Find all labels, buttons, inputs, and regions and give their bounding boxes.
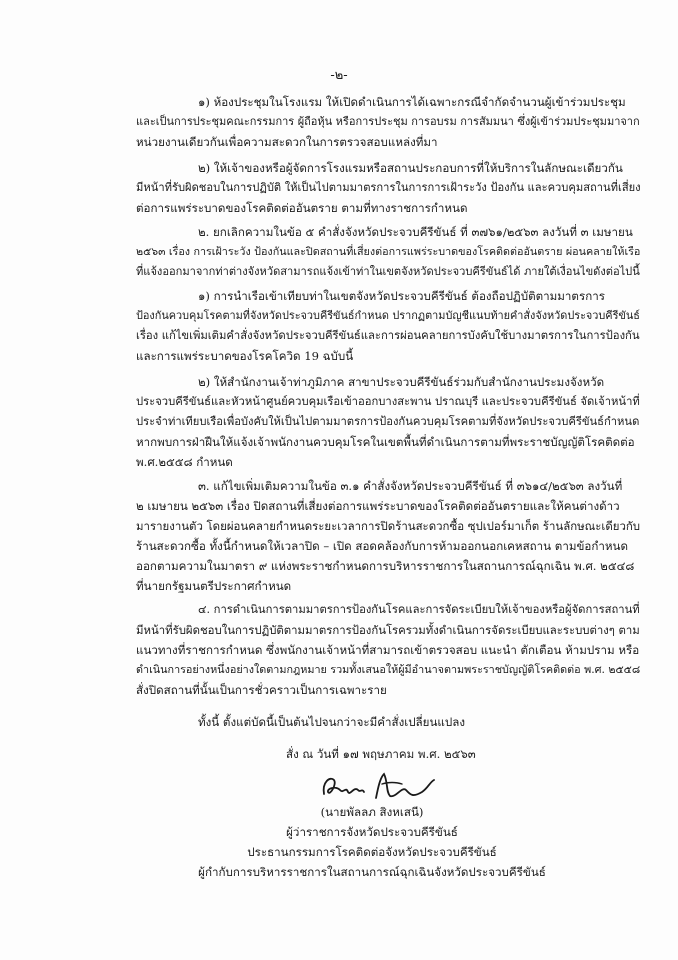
order-date: สั่ง ณ วันที่ ๑๗ พฤษภาคม พ.ศ. ๒๕๖๓ (286, 747, 476, 761)
paragraph-1-line-3: หน่วยงานเดียวกันเพื่อความสะดวกในการตรวจสอบแหล่งที่มา (136, 135, 438, 149)
paragraph-4-line-2: ป้องกันควบคุมโรคตามที่จังหวัดประจวบคีรีขันธ์กำหนด ปรากฏตามบัญชีแนบท้ายคำสั่งจังหวัดประจวบคีรีขันธ์ (136, 309, 640, 322)
paragraph-3-line-1: ๒. ยกเลิกความในข้อ ๕ คำสั่งจังหวัดประจวบคีรีขันธ์ ที่ ๓๗๖๑/๒๕๖๓ ลงวันที่ ๓ เมษายน (198, 225, 633, 239)
page-number: -๒- (330, 68, 348, 83)
paragraph-6-line-4: ร้านสะดวกซื้อ ทั้งนี้กำหนดให้เวลาปิด – เปิด สอดคล้องกับการห้ามออกนอกเคหสถาน ตามข้อกำหนด (136, 539, 628, 553)
paragraph-6-line-5: ออกตามความในมาตรา ๙ แห่งพระราชกำหนดการบริหารราชการในสถานการณ์ฉุกเฉิน พ.ศ. ๒๕๔๘ (136, 559, 635, 573)
paragraph-7-line-5: สั่งปิดสถานที่นั้นเป็นการชั่วคราวเป็นการเฉพาะราย (136, 683, 387, 697)
paragraph-2-line-2: มีหน้าที่รับผิดชอบในการปฏิบัติ ให้เป็นไปตามมาตรการในการการเฝ้าระวัง ป้องกัน และควบคุมสถานที่เสี่ยง (136, 181, 641, 194)
paragraph-5-line-4: หากพบการฝ่าฝืนให้แจ้งเจ้าพนักงานควบคุมโรคในเขตพื้นที่ดำเนินการตามที่พระราชบัญญัติโรคติดต่อ (136, 435, 635, 449)
paragraph-2-line-3: ต่อการแพร่ระบาดของโรคติดต่ออันตราย ตามที่ทางราชการกำหนด (136, 201, 468, 215)
paragraph-3-line-3: ที่แจ้งออกมาจากท่าต่างจังหวัดสามารถแจ้งเข้าท่าในเขตจังหวัดประจวบคีรีขันธ์ได้ ภายใต้เงื่อนไขดังต่อไปนี้ (136, 265, 640, 278)
signatory-title-3: ผู้กำกับการบริหารราชการในสถานการณ์ฉุกเฉินจังหวัดประจวบคีรีขันธ์ (198, 865, 546, 879)
paragraph-4-line-4: และการแพร่ระบาดของโรคโควิด 19 ฉบับนี้ (136, 349, 354, 363)
paragraph-6-line-3: มารายงานตัว โดยผ่อนคลายกำหนดระยะเวลาการปิดร้านสะดวกซื้อ ซุปเปอร์มาเก็ต ร้านลักษณะเดียวกับ (136, 519, 641, 533)
paragraph-7-line-1: ๔. การดำเนินการตามมาตรการป้องกันโรคและการจัดระเบียบให้เจ้าของหรือผู้จัดการสถานที่ (198, 603, 640, 616)
paragraph-7-line-2: มีหน้าที่รับผิดชอบในการปฏิบัติตามมาตรการป้องกันโรครวมทั้งดำเนินการจัดระเบียบและระบบต่างๆ ตาม (136, 623, 640, 637)
paragraph-4-line-1: ๑) การนำเรือเข้าเทียบท่าในเขตจังหวัดประจวบคีรีขันธ์ ต้องถือปฏิบัติตามมาตรการ (198, 289, 605, 303)
paragraph-7-line-3: แนวทางที่ราชการกำหนด ซึ่งพนักงานเจ้าหน้าที่สามารถเข้าตรวจสอบ แนะนำ ตักเตือน ห้ามปราม หรือ (136, 643, 640, 657)
paragraph-4-line-3: เรื่อง แก้ไขเพิ่มเติมคำสั่งจังหวัดประจวบคีรีขันธ์และการผ่อนคลายการบังคับใช้บางมาตรการในการป้องกัน (136, 329, 640, 342)
signatory-name: (นายพัลลภ สิงหเสนี) (320, 805, 424, 819)
paragraph-5-line-1: ๒) ให้สำนักงานเจ้าท่าภูมิภาค สาขาประจวบคีรีขันธ์ร่วมกับสำนักงานประมงจังหวัด (198, 375, 605, 389)
signatory-title-1: ผู้ว่าราชการจังหวัดประจวบคีรีขันธ์ (286, 825, 458, 839)
paragraph-7-line-4: ดำเนินการอย่างหนึ่งอย่างใดตามกฎหมาย รวมทั้งเสนอให้ผู้มีอำนาจตามพระราชบัญญัติโรคติดต่อ พ.ศ. ๒๕๕๘ (136, 663, 641, 676)
signatory-title-2: ประธานกรรมการโรคติดต่อจังหวัดประจวบคีรีขันธ์ (247, 845, 497, 859)
paragraph-6-line-6: ที่นายกรัฐมนตรีประกาศกำหนด (136, 579, 292, 593)
paragraph-6-line-1: ๓. แก้ไขเพิ่มเติมความในข้อ ๓.๑ คำสั่งจังหวัดประจวบคีรีขันธ์ ที่ ๓๖๑๔/๒๕๖๓ ลงวันที่ (198, 479, 623, 493)
paragraph-5-line-2: ประจวบคีรีขันธ์และหัวหน้าศูนย์ควบคุมเรือเข้าออกบางสะพาน ปราณบุรี และประจวบคีรีขันธ์ จัดเจ้าหน้าที่ (136, 395, 640, 408)
paragraph-1-line-1: ๑) ห้องประชุมในโรงแรม ให้เปิดดำเนินการได้เฉพาะกรณีจำกัดจำนวนผู้เข้าร่วมประชุม (198, 95, 626, 109)
paragraph-5-line-5: พ.ศ.๒๕๕๘ กำหนด (136, 455, 233, 469)
paragraph-5-line-3: ประจำท่าเทียบเรือเพื่อบังคับให้เป็นไปตามมาตรการป้องกันควบคุมโรคตามที่จังหวัดประจวบคีรีขันธ์กำหนด (136, 415, 640, 428)
handwritten-signature (318, 768, 438, 806)
paragraph-6-line-2: ๒ เมษายน ๒๕๖๓ เรื่อง ปิดสถานที่เสี่ยงต่อการแพร่ระบาดของโรคติดต่ออันตรายและให้คนต่างด้าว (136, 499, 620, 513)
paragraph-3-line-2: ๒๕๖๓ เรื่อง การเฝ้าระวัง ป้องกันและปิดสถานที่เสี่ยงต่อการแพร่ระบาดของโรคติดต่ออันตราย ผ่อนคลายให้เรือ (136, 245, 641, 258)
paragraph-2-line-1: ๒) ให้เจ้าของหรือผู้จัดการโรงแรมหรือสถานประกอบการที่ให้บริการในลักษณะเดียวกัน (198, 161, 623, 175)
paragraph-1-line-2: และเป็นการประชุมคณะกรรมการ ผู้ถือหุ้น หรือการประชุม การอบรม การสัมมนา ซึ่งผู้เข้าร่วมประชุมมาจาก (136, 115, 640, 128)
closing-statement: ทั้งนี้ ตั้งแต่บัดนี้เป็นต้นไปจนกว่าจะมีคำสั่งเปลี่ยนแปลง (198, 715, 465, 729)
